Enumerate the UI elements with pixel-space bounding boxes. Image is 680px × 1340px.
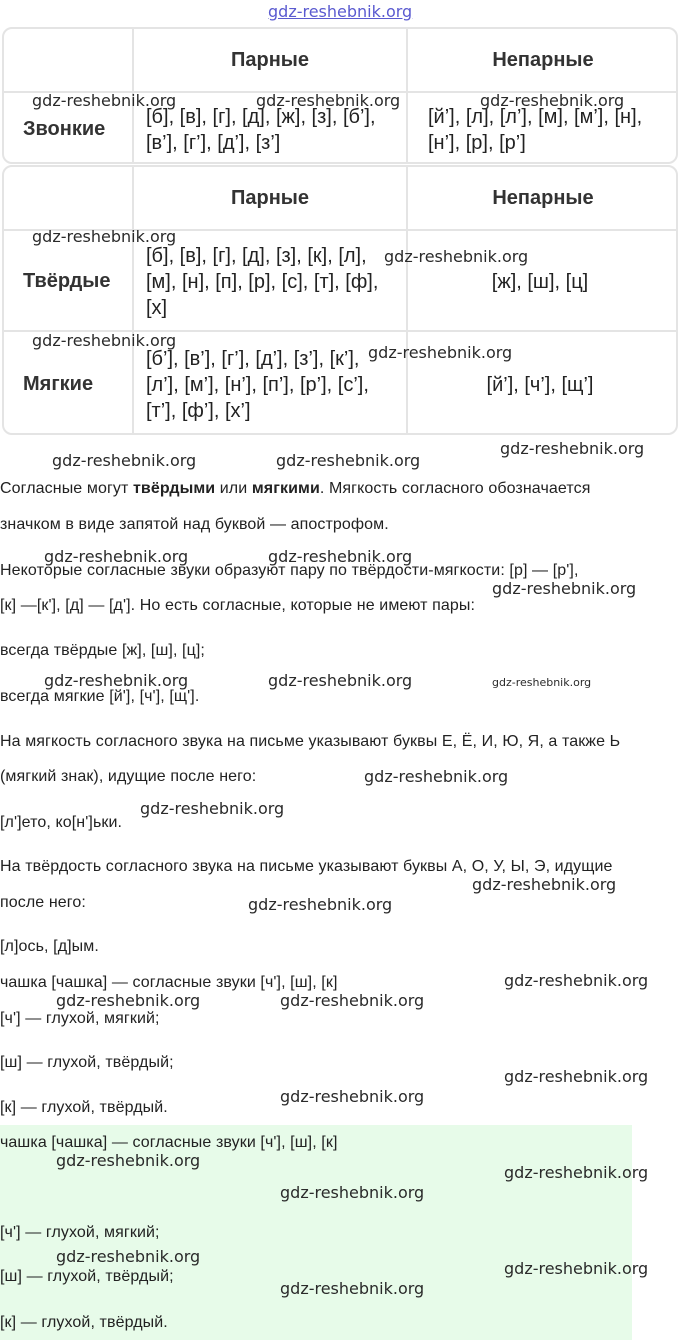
watermark: gdz-reshebnik.org xyxy=(280,1279,425,1298)
watermark: gdz-reshebnik.org xyxy=(276,451,421,470)
watermark: gdz-reshebnik.org xyxy=(32,227,177,246)
sounds-line: [л’], [м’], [н’], [п’], [р’], [с’], xyxy=(146,373,369,396)
watermark: gdz-reshebnik.org xyxy=(280,1183,425,1202)
example-line: [к] — глухой, твёрдый. xyxy=(0,1314,168,1331)
paragraph-line: после него: xyxy=(0,894,86,911)
sounds-line: [б’], [в’], [г’], [д’], [з’], [к’], xyxy=(146,347,360,370)
sounds-line: [т’], [ф’], [х’] xyxy=(146,399,251,422)
watermark: gdz-reshebnik.org xyxy=(56,1247,201,1266)
watermark: gdz-reshebnik.org xyxy=(280,1087,425,1106)
watermark: gdz-reshebnik.org xyxy=(364,767,509,786)
example-line: [ш] — глухой, твёрдый; xyxy=(0,1054,174,1071)
watermark: gdz-reshebnik.org xyxy=(140,799,285,818)
watermark: gdz-reshebnik.org xyxy=(44,547,189,566)
watermark: gdz-reshebnik.org xyxy=(280,991,425,1010)
watermark: gdz-reshebnik.org xyxy=(56,991,201,1010)
paired-sounds xyxy=(134,231,406,332)
watermark: gdz-reshebnik.org xyxy=(500,439,645,458)
watermark: gdz-reshebnik.org xyxy=(504,1163,649,1182)
text-span: Согласные могут xyxy=(0,480,133,497)
watermark: gdz-reshebnik.org xyxy=(256,91,401,110)
watermark: gdz-reshebnik.org xyxy=(480,91,625,110)
watermark: gdz-reshebnik.org xyxy=(368,343,513,362)
watermark: gdz-reshebnik.org xyxy=(32,331,177,350)
example-title: чашка [чашка] — согласные звуки [ч'], [ш], [к] xyxy=(0,1134,338,1151)
row-label: Мягкие xyxy=(23,373,94,395)
bold-term: твёрдыми xyxy=(132,480,216,497)
sounds-line: [м], [н], [п], [р], [с], [т], [ф], xyxy=(146,270,379,293)
watermark: gdz-reshebnik.org xyxy=(44,671,189,690)
hardness-table xyxy=(2,165,678,435)
paragraph-line: [л]ось, [д]ым. xyxy=(0,938,99,955)
watermark-link[interactable]: gdz-reshebnik.org xyxy=(268,2,413,21)
watermark: gdz-reshebnik.org xyxy=(268,547,413,566)
paragraph-line: [к] —[к'], [д] — [д']. Но есть согласные, которые не имеют пары: xyxy=(0,597,476,614)
row-label: Твёрдые xyxy=(23,270,111,292)
column-header-unpaired: Непарные xyxy=(492,186,594,209)
sounds-line: [б], [в], [г], [д], [ж], [з], [б’], xyxy=(146,105,376,128)
sounds-line: [х] xyxy=(146,296,168,319)
example-line: [ш] — глухой, твёрдый; xyxy=(0,1268,174,1285)
watermark: gdz-reshebnik.org xyxy=(492,579,637,598)
watermark: gdz-reshebnik.org xyxy=(504,1259,649,1278)
column-header-paired: Парные xyxy=(231,48,309,71)
watermark: gdz-reshebnik.org xyxy=(492,676,592,689)
table-header-row xyxy=(4,29,676,91)
sounds-line: [н’], [р], [р’] xyxy=(428,131,526,154)
sounds-line: [й’], [л], [л’], [м], [м’], [н], xyxy=(428,105,643,128)
unpaired-sounds: [ж], [ш], [ц] xyxy=(491,270,589,293)
watermark: gdz-reshebnik.org xyxy=(56,1151,201,1170)
sounds-line: [б], [в], [г], [д], [з], [к], [л], xyxy=(146,244,367,267)
row-label: Звонкие xyxy=(23,118,106,140)
watermark: gdz-reshebnik.org xyxy=(504,971,649,990)
paragraph-line: На мягкость согласного звука на письме указывают буквы Е, Ё, И, Ю, Я, а также Ь xyxy=(0,733,621,750)
text-span: или xyxy=(215,480,252,497)
example-line: [ч'] — глухой, мягкий; xyxy=(0,1010,160,1027)
paragraph-line: (мягкий знак), идущие после него: xyxy=(0,768,257,785)
unpaired-sounds: [й’], [ч’], [щ’] xyxy=(486,373,594,396)
example-line: [к] — глухой, твёрдый. xyxy=(0,1099,168,1116)
watermark: gdz-reshebnik.org xyxy=(504,1067,649,1086)
text-span: . Мягкость согласного обозначается xyxy=(319,480,591,497)
paragraph xyxy=(0,480,590,498)
column-header-unpaired: Непарные xyxy=(492,48,594,71)
column-header-paired: Парные xyxy=(231,186,309,209)
paragraph-line: Некоторые согласные звуки образуют пару по твёрдости-мягкости: [р] — [р'], xyxy=(0,562,579,579)
watermark: gdz-reshebnik.org xyxy=(32,91,177,110)
example-title: чашка [чашка] — согласные звуки [ч'], [ш], [к] xyxy=(0,974,338,991)
paragraph-line: На твёрдость согласного звука на письме указывают буквы А, О, У, Ы, Э, идущие xyxy=(0,858,613,875)
paragraph-line: всегда мягкие [й'], [ч'], [щ']. xyxy=(0,688,200,705)
watermark: gdz-reshebnik.org xyxy=(268,671,413,690)
example-line: [ч'] — глухой, мягкий; xyxy=(0,1224,160,1241)
bold-term: мягкими xyxy=(251,480,320,497)
watermark: gdz-reshebnik.org xyxy=(248,895,393,914)
paragraph-line: [л']ето, ко[н']ьки. xyxy=(0,814,123,831)
table-header-row xyxy=(4,167,676,229)
watermark: gdz-reshebnik.org xyxy=(384,247,529,266)
paragraph-line: всегда твёрдые [ж], [ш], [ц]; xyxy=(0,642,205,659)
watermark: gdz-reshebnik.org xyxy=(472,875,617,894)
paragraph-line: значком в виде запятой над буквой — апострофом. xyxy=(0,516,389,533)
watermark: gdz-reshebnik.org xyxy=(52,451,197,470)
sounds-line: [в’], [г’], [д’], [з’] xyxy=(146,131,281,154)
